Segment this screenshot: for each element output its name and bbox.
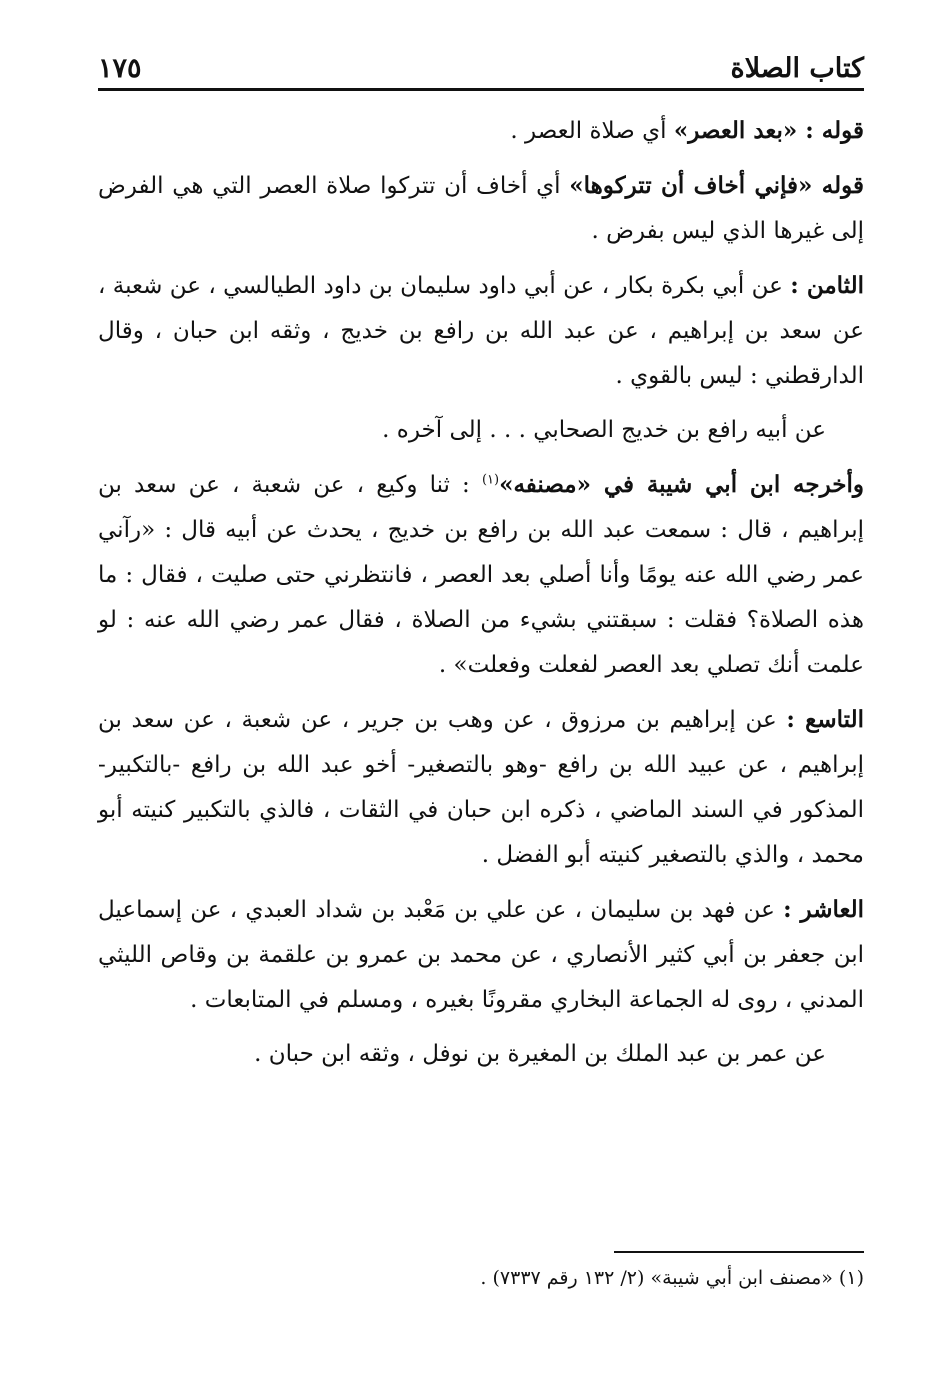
paragraph-text: عن أبيه رافع بن خديج الصحابي . . . إلى آخره .	[382, 417, 826, 443]
paragraph-text: عن أبي بكرة بكار ، عن أبي داود سليمان بن داود الطيالسي ، عن شعبة ، عن سعد بن إبراهيم ، عن عبد الله بن رافع بن خديج ، وثقه ابن حبان ، وقال الدارقطني : ليس بالقوي .	[98, 273, 864, 389]
header-rule	[98, 88, 864, 91]
footnote-marker: (١)	[481, 472, 500, 488]
paragraph-qawluhu-asr	[98, 108, 864, 154]
paragraph-ibn-abi-shayba	[98, 462, 864, 688]
paragraph-lead: التاسع :	[786, 706, 864, 733]
paragraph-tenth	[98, 887, 864, 1023]
page-number: ١٧٥	[98, 53, 142, 84]
paragraph-text: عن إبراهيم بن مرزوق ، عن وهب بن جرير ، عن شعبة ، عن سعد بن إبراهيم ، عن عبيد الله بن رافع -وهو بالتصغير- أخو عبد الله بن رافع -بالتكبير- المذكور في السند الماضي ، ذكره ابن حبان في الثقات ، فالذي بالتكبير كنيته أبو محمد ، والذي بالتصغير كنيته أبو الفضل .	[98, 707, 864, 868]
main-text	[98, 108, 864, 1086]
paragraph-lead: العاشر :	[783, 896, 864, 923]
paragraph-lead: قوله : «بعد العصر»	[673, 117, 864, 144]
paragraph-ninth	[98, 697, 864, 878]
paragraph-text: : ثنا وكيع ، عن شعبة ، عن سعد بن إبراهيم ، قال : سمعت عبد الله بن رافع بن خديج ، يحدث عن أبيه قال : «رآني عمر رضي الله عنه يومًا وأنا أصلي بعد العصر ، فانتظرني حتى صليت ، فقال : ما هذه الصلاة؟ فقلت : سبقتني بشيء من الصلاة ، فقال عمر رضي الله عنه : لو علمت أنك تصلي بعد العصر لفعلت وفعلت» .	[98, 472, 864, 678]
paragraph-lead: وأخرجه ابن أبي شيبة في «مصنفه»	[499, 471, 864, 498]
paragraph-qawluhu-akhaf	[98, 163, 864, 254]
paragraph-lead: الثامن :	[790, 272, 865, 299]
paragraph-lead: قوله «فإني أخاف أن تتركوها»	[569, 172, 864, 199]
paragraph-text: أي أخاف أن تتركوا صلاة العصر التي هي الفرض إلى غيرها الذي ليس بفرض .	[98, 173, 864, 244]
paragraph-an-umar	[98, 1032, 864, 1077]
paragraph-eighth	[98, 263, 864, 399]
footnote: (١) «مصنف ابن أبي شيبة» (٢/ ١٣٢ رقم ٧٣٣٧) .	[480, 1267, 864, 1289]
footnote-rule	[614, 1251, 864, 1253]
paragraph-text: عن عمر بن عبد الملك بن المغيرة بن نوفل ، وثقه ابن حبان .	[254, 1041, 826, 1067]
page-header	[98, 38, 864, 84]
paragraph-text: عن فهد بن سليمان ، عن علي بن مَعْبد بن شداد العبدي ، عن إسماعيل ابن جعفر بن أبي كثير الأنصاري ، عن محمد بن عمرو بن علقمة بن وقاص الليثي المدني ، روى له الجماعة البخاري مقرونًا بغيره ، ومسلم في المتابعات .	[98, 897, 864, 1013]
paragraph-an-abihi	[98, 408, 864, 453]
book-title: كتاب الصلاة	[730, 53, 864, 84]
paragraph-text: أي صلاة العصر .	[510, 118, 674, 144]
